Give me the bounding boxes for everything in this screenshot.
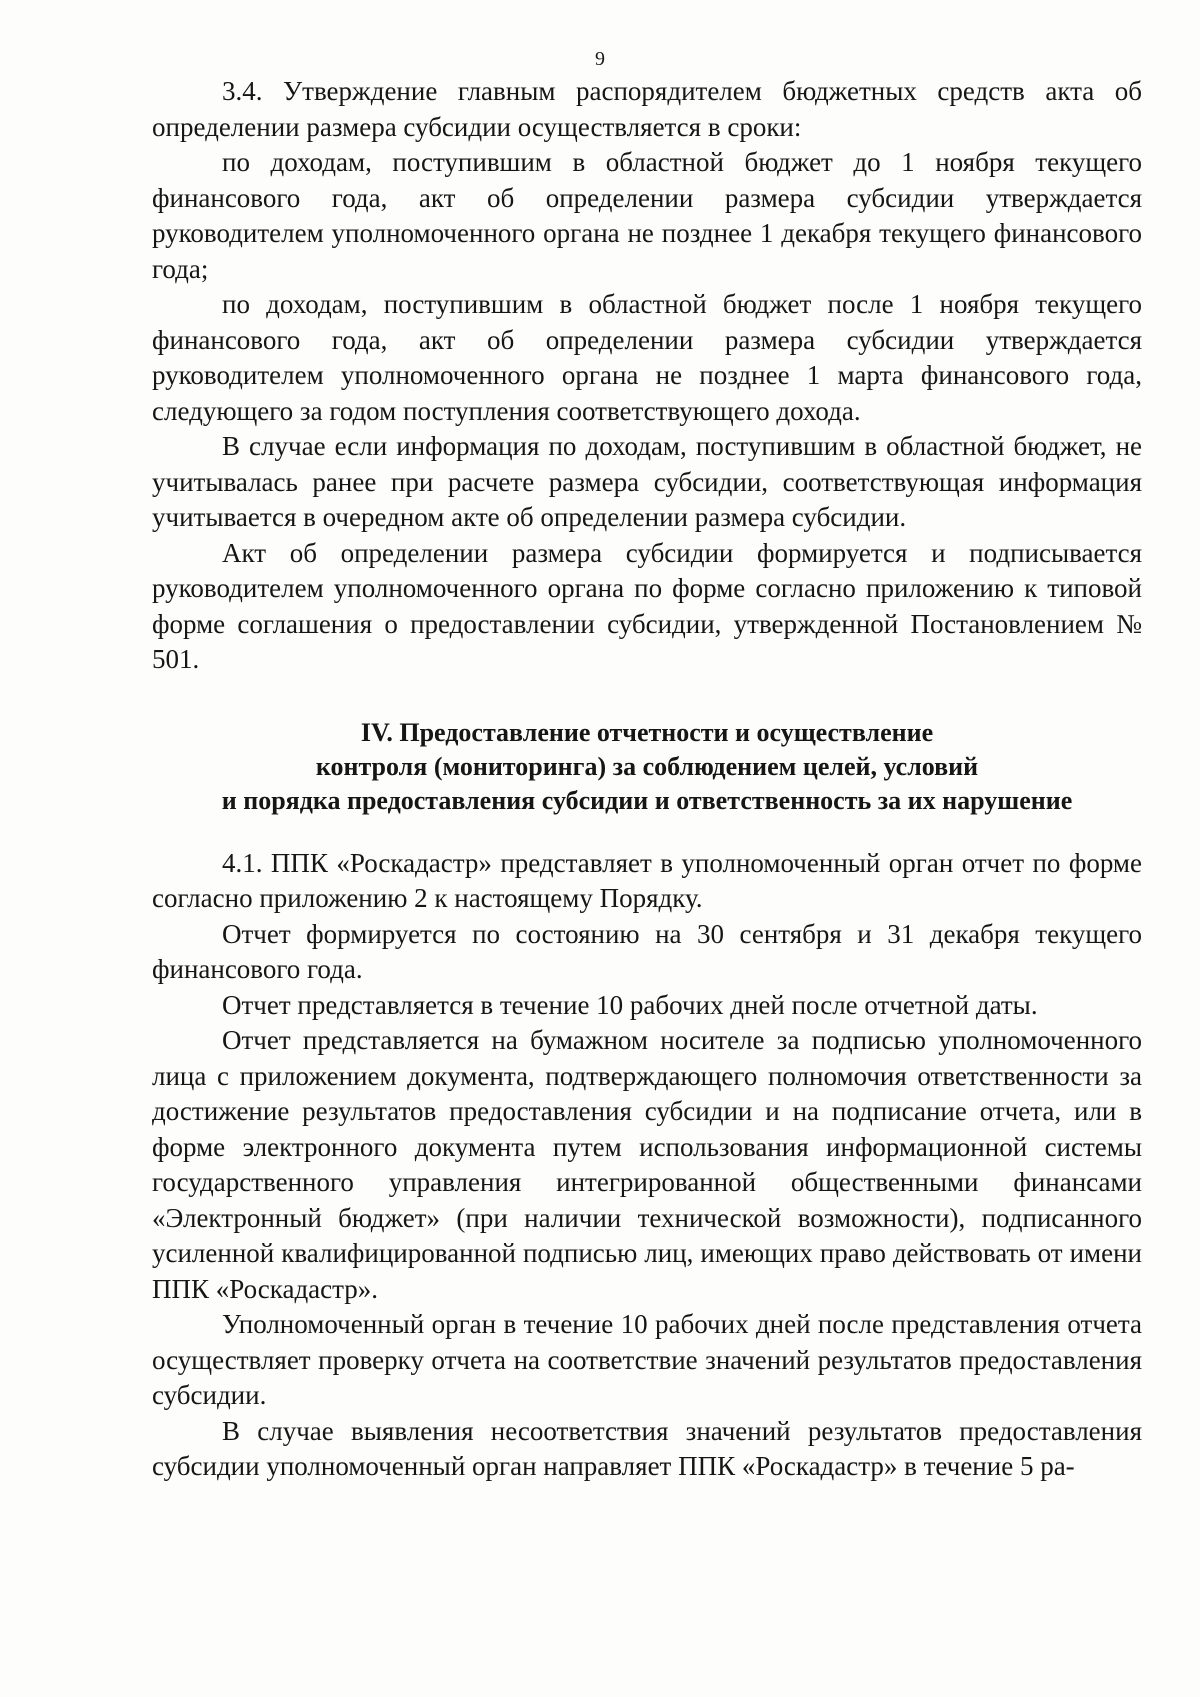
section-heading-line: контроля (мониторинга) за соблюдением целей, условий	[315, 751, 979, 781]
page-number: 9	[595, 48, 605, 70]
paragraph-report-dates: Отчет формируется по состоянию на 30 сентября и 31 декабря текущего финансового года.	[152, 918, 1142, 984]
paragraph-income-after-november: по доходам, поступившим в областной бюджет после 1 ноября текущего финансового года, акт об определении размера субсидии утверждается руководителем уполномоченного органа не позднее 1 марта финансового года, следующего за годом поступления соответствующего дохода.	[152, 289, 1142, 426]
section-heading-line: и порядка предоставления субсидии и ответственность за их нарушение	[221, 785, 1073, 815]
paragraph-act-form: Акт об определении размера субсидии формируется и подписывается руководителем уполномоченного органа по форме согласно приложению к типовой форме соглашения о предоставлении субсидии, утвержденной Постановлением № 501.	[152, 537, 1142, 674]
paragraph-mismatch: В случае выявления несоответствия значений результатов предоставления субсидии уполномоченный орган направляет ППК «Роскадастр» в течение 5 ра-	[152, 1415, 1142, 1481]
paragraph-unaccounted-income: В случае если информация по доходам, поступившим в областной бюджет, не учитывалась ранее при расчете размера субсидии, соответствующая информация учитывается в очередном акте об определении размера субсидии.	[152, 431, 1142, 532]
paragraph-4-1: 4.1. ППК «Роскадастр» представляет в уполномоченный орган отчет по форме согласно приложению 2 к настоящему Порядку.	[152, 847, 1142, 913]
paragraph-report-deadline: Отчет представляется в течение 10 рабочих дней после отчетной даты.	[222, 989, 1038, 1020]
document-body	[152, 74, 1142, 1485]
paragraph-report-check: Уполномоченный орган в течение 10 рабочих дней после представления отчета осуществляет проверку отчета на соответствие значений результатов предоставления субсидии.	[152, 1309, 1142, 1410]
section-heading-line: IV. Предоставление отчетности и осуществление	[360, 717, 934, 747]
paragraph-income-before-november: по доходам, поступившим в областной бюджет до 1 ноября текущего финансового года, акт об определении размера субсидии утверждается руководителем уполномоченного органа не позднее 1 декабря текущего финансового года;	[152, 147, 1142, 284]
paragraph-3-4: 3.4. Утверждение главным распорядителем бюджетных средств акта об определении размера субсидии осуществляется в сроки:	[152, 76, 1142, 142]
paragraph-report-format: Отчет представляется на бумажном носителе за подписью уполномоченного лица с приложением документа, подтверждающего полномочия ответственности за достижение результатов предоставления субсидии и на подписание отчета, или в форме электронного документа путем использования информационной системы государственного управления интегрированной общественными финансами «Электронный бюджет» (при наличии технической возможности), подписанного усиленной квалифицированной подписью лиц, имеющих право действовать от имени ППК «Роскадастр».	[152, 1025, 1142, 1304]
section-heading-iv	[152, 716, 1142, 818]
